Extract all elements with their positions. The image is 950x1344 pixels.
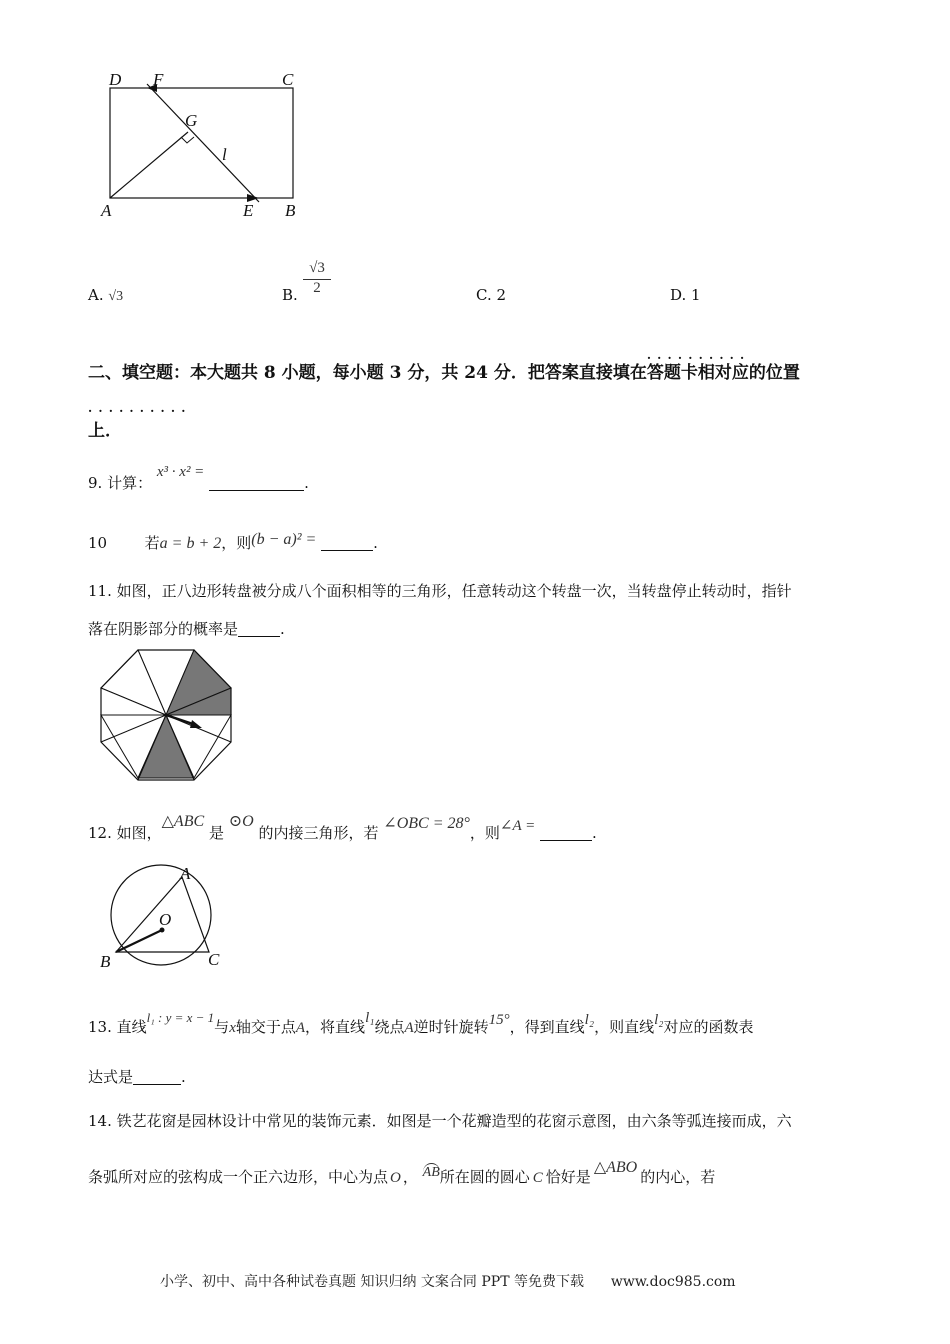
q13-text-3: ，将直线 [305,1018,366,1036]
q11-answer-blank[interactable] [238,620,280,637]
q10-expression: (b − a)² = [251,531,317,548]
q14-text-b: 所在圆的圆心 [439,1168,530,1186]
option-d: D. 1 [670,286,701,304]
line-l [147,84,259,202]
option-a [88,286,123,305]
q13-text-8: 对应的函数表 [663,1018,754,1036]
q13-point-a: A [295,1020,306,1036]
q13-point-a-2: A [404,1020,414,1036]
q10-if: 若 [144,534,160,552]
q13-text-7: ，则直线 [594,1018,655,1036]
q12-prefix: 12. 如图， [88,824,162,842]
label-o: O [159,910,172,929]
q11-line-2-text: 落在阴影部分的概率是 [88,620,239,638]
q9-suffix: . [304,474,309,492]
q12-then: ，则 [469,824,500,842]
q9-prefix: 9. 计算： [88,474,153,492]
label-l: l [222,145,227,164]
q12-is: 是 [208,824,224,842]
q14-text-d: 的内心，若 [640,1168,716,1186]
q11-suffix: . [280,620,285,638]
section-heading-emphasis: · · · 答题卡相对应的位置 [647,363,800,383]
option-b-fraction [303,260,331,297]
q13-text-4: 绕点 [374,1018,405,1036]
q12-mid: 的内接三角形，若 [258,824,379,842]
q11-line-1: 11. 如图，正八边形转盘被分成八个面积相等的三角形，任意转动这个转盘一次，当转盘停止转动时，指针 [88,582,792,600]
right-angle-mark [181,137,194,143]
q14-arc-ab: AB [422,1165,440,1180]
q12-ask: ∠A = [499,818,536,834]
label-f: F [153,70,164,89]
segment-ag [110,132,188,198]
label-d: D [109,70,122,89]
question-10 [88,532,378,553]
q9-expression: x³ · x² = [156,464,205,480]
label-g: G [185,111,198,130]
q13-text-1: 与 [214,1018,230,1036]
q10-number: 10 [88,534,108,552]
option-b-denominator: 2 [303,279,331,297]
question-13 [88,1010,754,1037]
q13-text-6: ，得到直线 [509,1018,585,1036]
q13-text-2: 轴交于点 [235,1018,296,1036]
octagon-spinner-figure [98,648,234,784]
question-12 [88,813,597,843]
section-heading [88,358,800,383]
footer-text: 小学、初中、高中各种试卷真题 知识归纳 文案合同 PPT 等免费下载 [160,1274,584,1290]
q14-triangle: △ABO [593,1159,638,1176]
q13-text-5: 逆时针旋转 [413,1018,489,1036]
q13-degree: 15° [488,1012,510,1028]
q13-l2: l₂ [584,1012,595,1028]
q14-text-c: 恰好是 [545,1168,591,1186]
section-heading-end [88,416,122,441]
q13-line-equation: l₁ : y = x − 1 [146,1010,215,1025]
q13-x: x [229,1020,236,1036]
rectangle-abcd [110,88,293,198]
section-heading-main: 二、填空题：本大题共 8 小题，每小题 3 分，共 24 分．把答案直接填在 [88,363,647,383]
q12-angle-condition: ∠OBC = 28° [383,815,470,832]
q13-prefix: 13. 直线 [88,1018,147,1036]
option-b-label: B. [282,286,298,304]
q13-line-2 [88,1066,186,1087]
q12-triangle: △ABC [161,813,205,830]
q14-point-o: O [390,1170,401,1186]
label-b: B [100,952,111,971]
option-c: C. 2 [476,286,507,304]
section-heading-end-text: · · · 上． [88,416,122,441]
q9-answer-blank[interactable] [209,474,304,491]
q13-suffix: . [181,1068,186,1086]
rectangle-figure [95,68,315,228]
q14-comma: ， [402,1168,418,1186]
q12-answer-blank[interactable] [540,824,592,841]
label-a: A [180,864,191,883]
page-footer [160,1271,736,1291]
label-b: B [285,201,296,220]
q14-line-1: 14. 铁艺花窗是园林设计中常见的装饰元素．如图是一个花瓣造型的花窗示意图，由六条等弧连接而成，六 [88,1112,792,1130]
q14-point-c: C [532,1170,543,1186]
label-e: E [243,201,254,220]
q11-line-2 [88,618,285,639]
q10-suffix: . [373,534,378,552]
label-a: A [101,201,112,220]
option-b-numerator: √3 [309,260,325,276]
label-c: C [208,950,220,969]
inscribed-triangle-figure [96,862,236,974]
q10-then: ，则 [221,534,252,552]
question-9 [88,464,309,493]
q13-line-2-text: 达式是 [88,1068,134,1086]
q12-suffix: . [592,824,597,842]
segment-ob [116,930,162,952]
option-a-label: A. [88,286,104,304]
q13-l1: l₁ [365,1010,375,1026]
q14-line-2 [88,1159,716,1187]
q13-answer-blank[interactable] [133,1068,181,1085]
q10-condition: a = b + 2 [159,535,222,552]
q12-circle: ⊙O [228,813,254,830]
footer-url[interactable]: www.doc985.com [610,1274,736,1290]
q13-l2-b: l₂ [654,1012,664,1028]
label-c: C [282,70,294,89]
q14-text-a: 条弧所对应的弦构成一个正六边形，中心为点 [88,1168,389,1186]
q10-answer-blank[interactable] [321,534,373,551]
option-a-value: √3 [108,289,124,304]
